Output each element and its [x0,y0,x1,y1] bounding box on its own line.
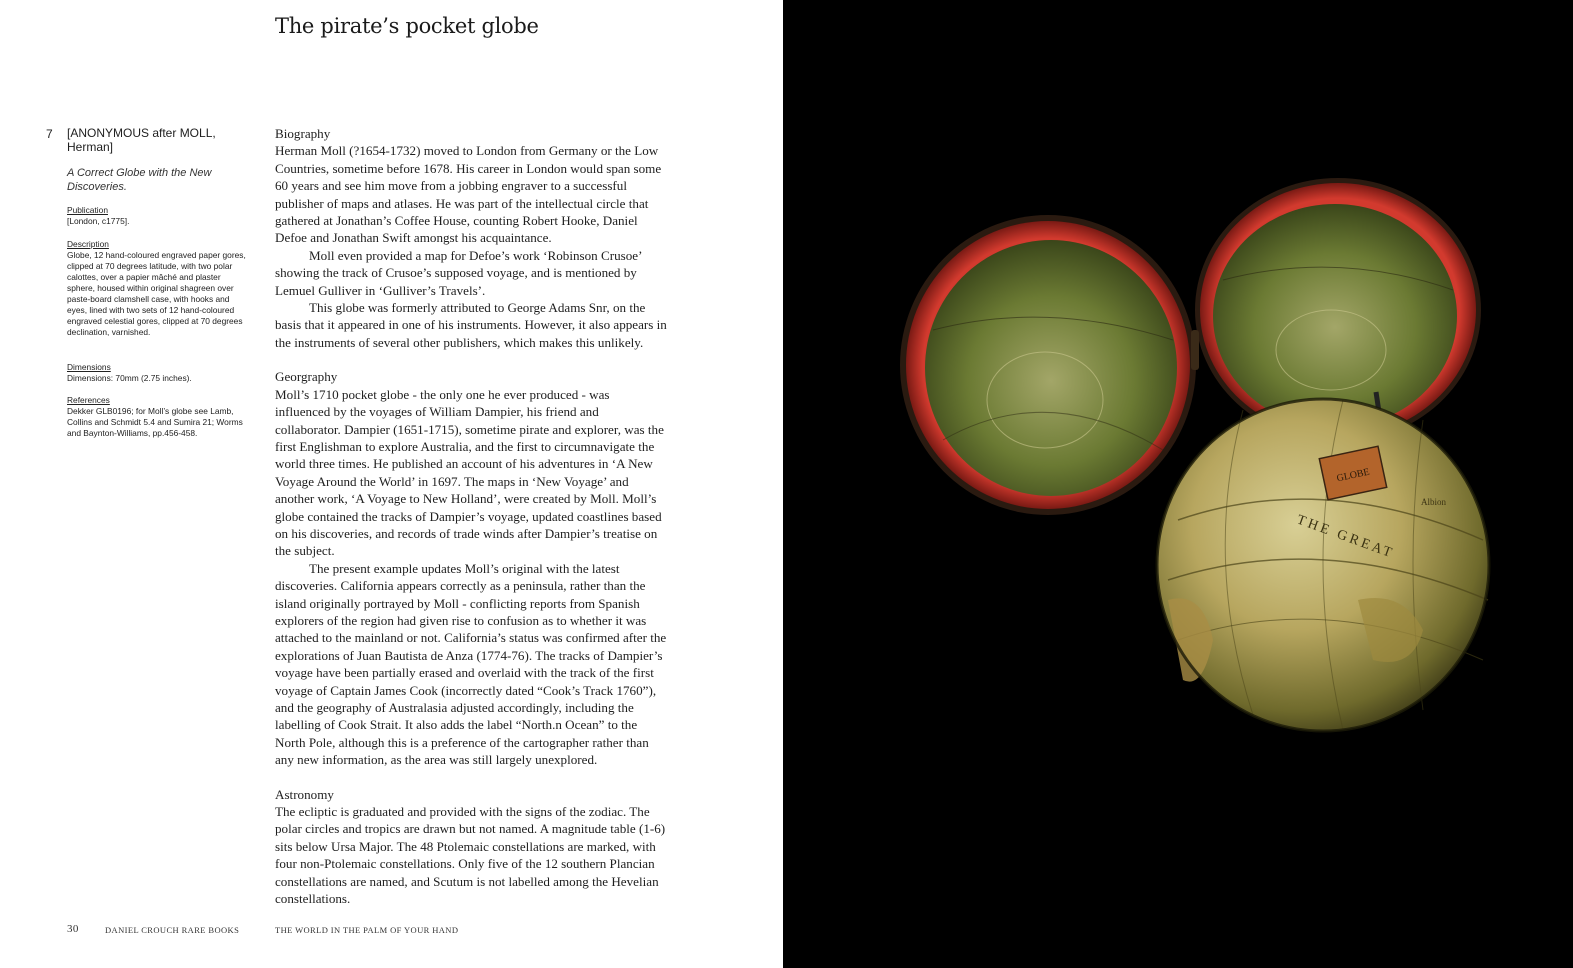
biography-paragraph: Herman Moll (?1654-1732) moved to London from Germany or the Low Countries, sometime before 1678. His career in London would span some 60 years and see him move from a jobbing engraver to a successful publisher of maps and atlases. He was part of the intellectual circle that gathered at Jonathan’s Coffee House, counting Robert Hooke, Daniel Defoe and Jonathan Swift amongst his acquaintance. [275,143,662,246]
references-block [67,395,249,439]
biography-heading: Biography [275,126,331,141]
astronomy-paragraph: The ecliptic is graduated and provided with the signs of the zodiac. The polar circles and tropics are drawn but not named. A magnitude table (1-6) sits below Ursa Major. The 48 Ptolemaic constellations are marked, with four non-Ptolemaic constellations. Only five of the 12 southern Plancian constellations are named, and Scutum is not labelled among the Hevelian constellations. [275,804,666,907]
references-text: Dekker GLB0196; for Moll’s globe see Lamb, Collins and Schmidt 5.4 and Sumira 21; Worms and Baynton-Williams, pp.456-458. [67,406,243,438]
lot-heading: [ANONYMOUS after MOLL, Herman] [67,126,216,154]
dimensions-text: Dimensions: 70mm (2.75 inches). [67,373,192,383]
publication-text: [London, c1775]. [67,216,130,226]
publication-label: Publication [67,205,108,215]
lot-number: 7 [46,127,53,141]
page-title: The pirate’s pocket globe [275,14,539,38]
description-label: Description [67,239,109,249]
main-text-column [275,125,667,907]
dimensions-label: Dimensions [67,362,111,372]
case-half-left [900,215,1196,515]
terrestrial-globe [1157,392,1489,731]
geography-heading: Georgraphy [275,369,338,385]
pocket-globe-illustration [783,0,1573,968]
dimensions-block [67,362,252,384]
globe-text-great: THE GREAT [1294,512,1397,562]
globe-text-albion: Albion [1421,497,1447,507]
geography-paragraph: The present example updates Moll’s original with the latest discoveries. California appears correctly as a peninsula, rather than the island originally portrayed by Moll - conflicting reports from Spanish explorers of the region had given rise to confusion as to whether it was attached to the mainland or not. California’s status was confirmed after the explorations of Juan Bautista de Anza (1774-76). The tracks of Dampier’s voyage have been partially erased and overlaid with the track of the first voyage of Captain James Cook (incorrectly dated “Cook’s Track 1760”), and the geography of Australasia adjusted accordingly, including the labelling of Cook Strait. It also adds the label “North.n Ocean” to the North Pole, although this is a preference of the cartographer rather than any new information, as the area was still largely unexplored. [275,560,667,768]
astronomy-heading: Astronomy [275,786,334,802]
description-text: Globe, 12 hand-coloured engraved paper gores, clipped at 70 degrees latitude, with two polar calottes, over a papier mâché and plaster sphere, housed within original shagreen over paste-board clamshell case, with hooks and eyes, lined with two sets of 12 hand-coloured engraved celestial gores, clipped at 70 degrees declination, varnished. [67,250,246,337]
footer-book-title: THE WORLD IN THE PALM OF YOUR HAND [275,925,459,935]
page-number: 30 [67,923,79,935]
biography-paragraph: This globe was formerly attributed to George Adams Snr, on the basis that it appeared in one of his instruments. However, it also appears in the instruments of several other publishers, which makes this unlikely. [275,300,667,350]
biography-paragraph: Moll even provided a map for Defoe’s work ‘Robinson Crusoe’ showing the track of Crusoe’s supposed voyage, and is mentioned by Lemuel Gulliver in ‘Gulliver’s Travels’. [275,247,642,298]
case-hinge [1191,330,1199,370]
description-block [67,239,249,338]
references-label: References [67,395,110,405]
globe-cartouche-label: GLOBE [1335,466,1371,485]
geography-paragraph: Moll’s 1710 pocket globe - the only one he ever produced - was influenced by the voyages of William Dampier, his friend and collaborator. Dampier (1651-1715), sometime pirate and explorer, was the first Englishman to explore Australia, and the first to circumnavigate the world three times. He published an account of his adventures in ‘A New Voyage Around the World’ in 1697. The maps in ‘New Voyage’ and another work, ‘A Voyage to New Holland’, were created by Moll. Moll’s globe contained the tracks of Dampier’s voyage, updated coastlines based on his discoveries, and records of trade winds after Dampier’s treatise on the subject. [275,386,664,559]
lot-subtitle: A Correct Globe with the New Discoveries. [67,167,212,193]
left-page [0,0,783,968]
globe-photograph [783,0,1573,968]
footer-publisher: DANIEL CROUCH RARE BOOKS [105,925,240,935]
publication-block [67,205,252,227]
